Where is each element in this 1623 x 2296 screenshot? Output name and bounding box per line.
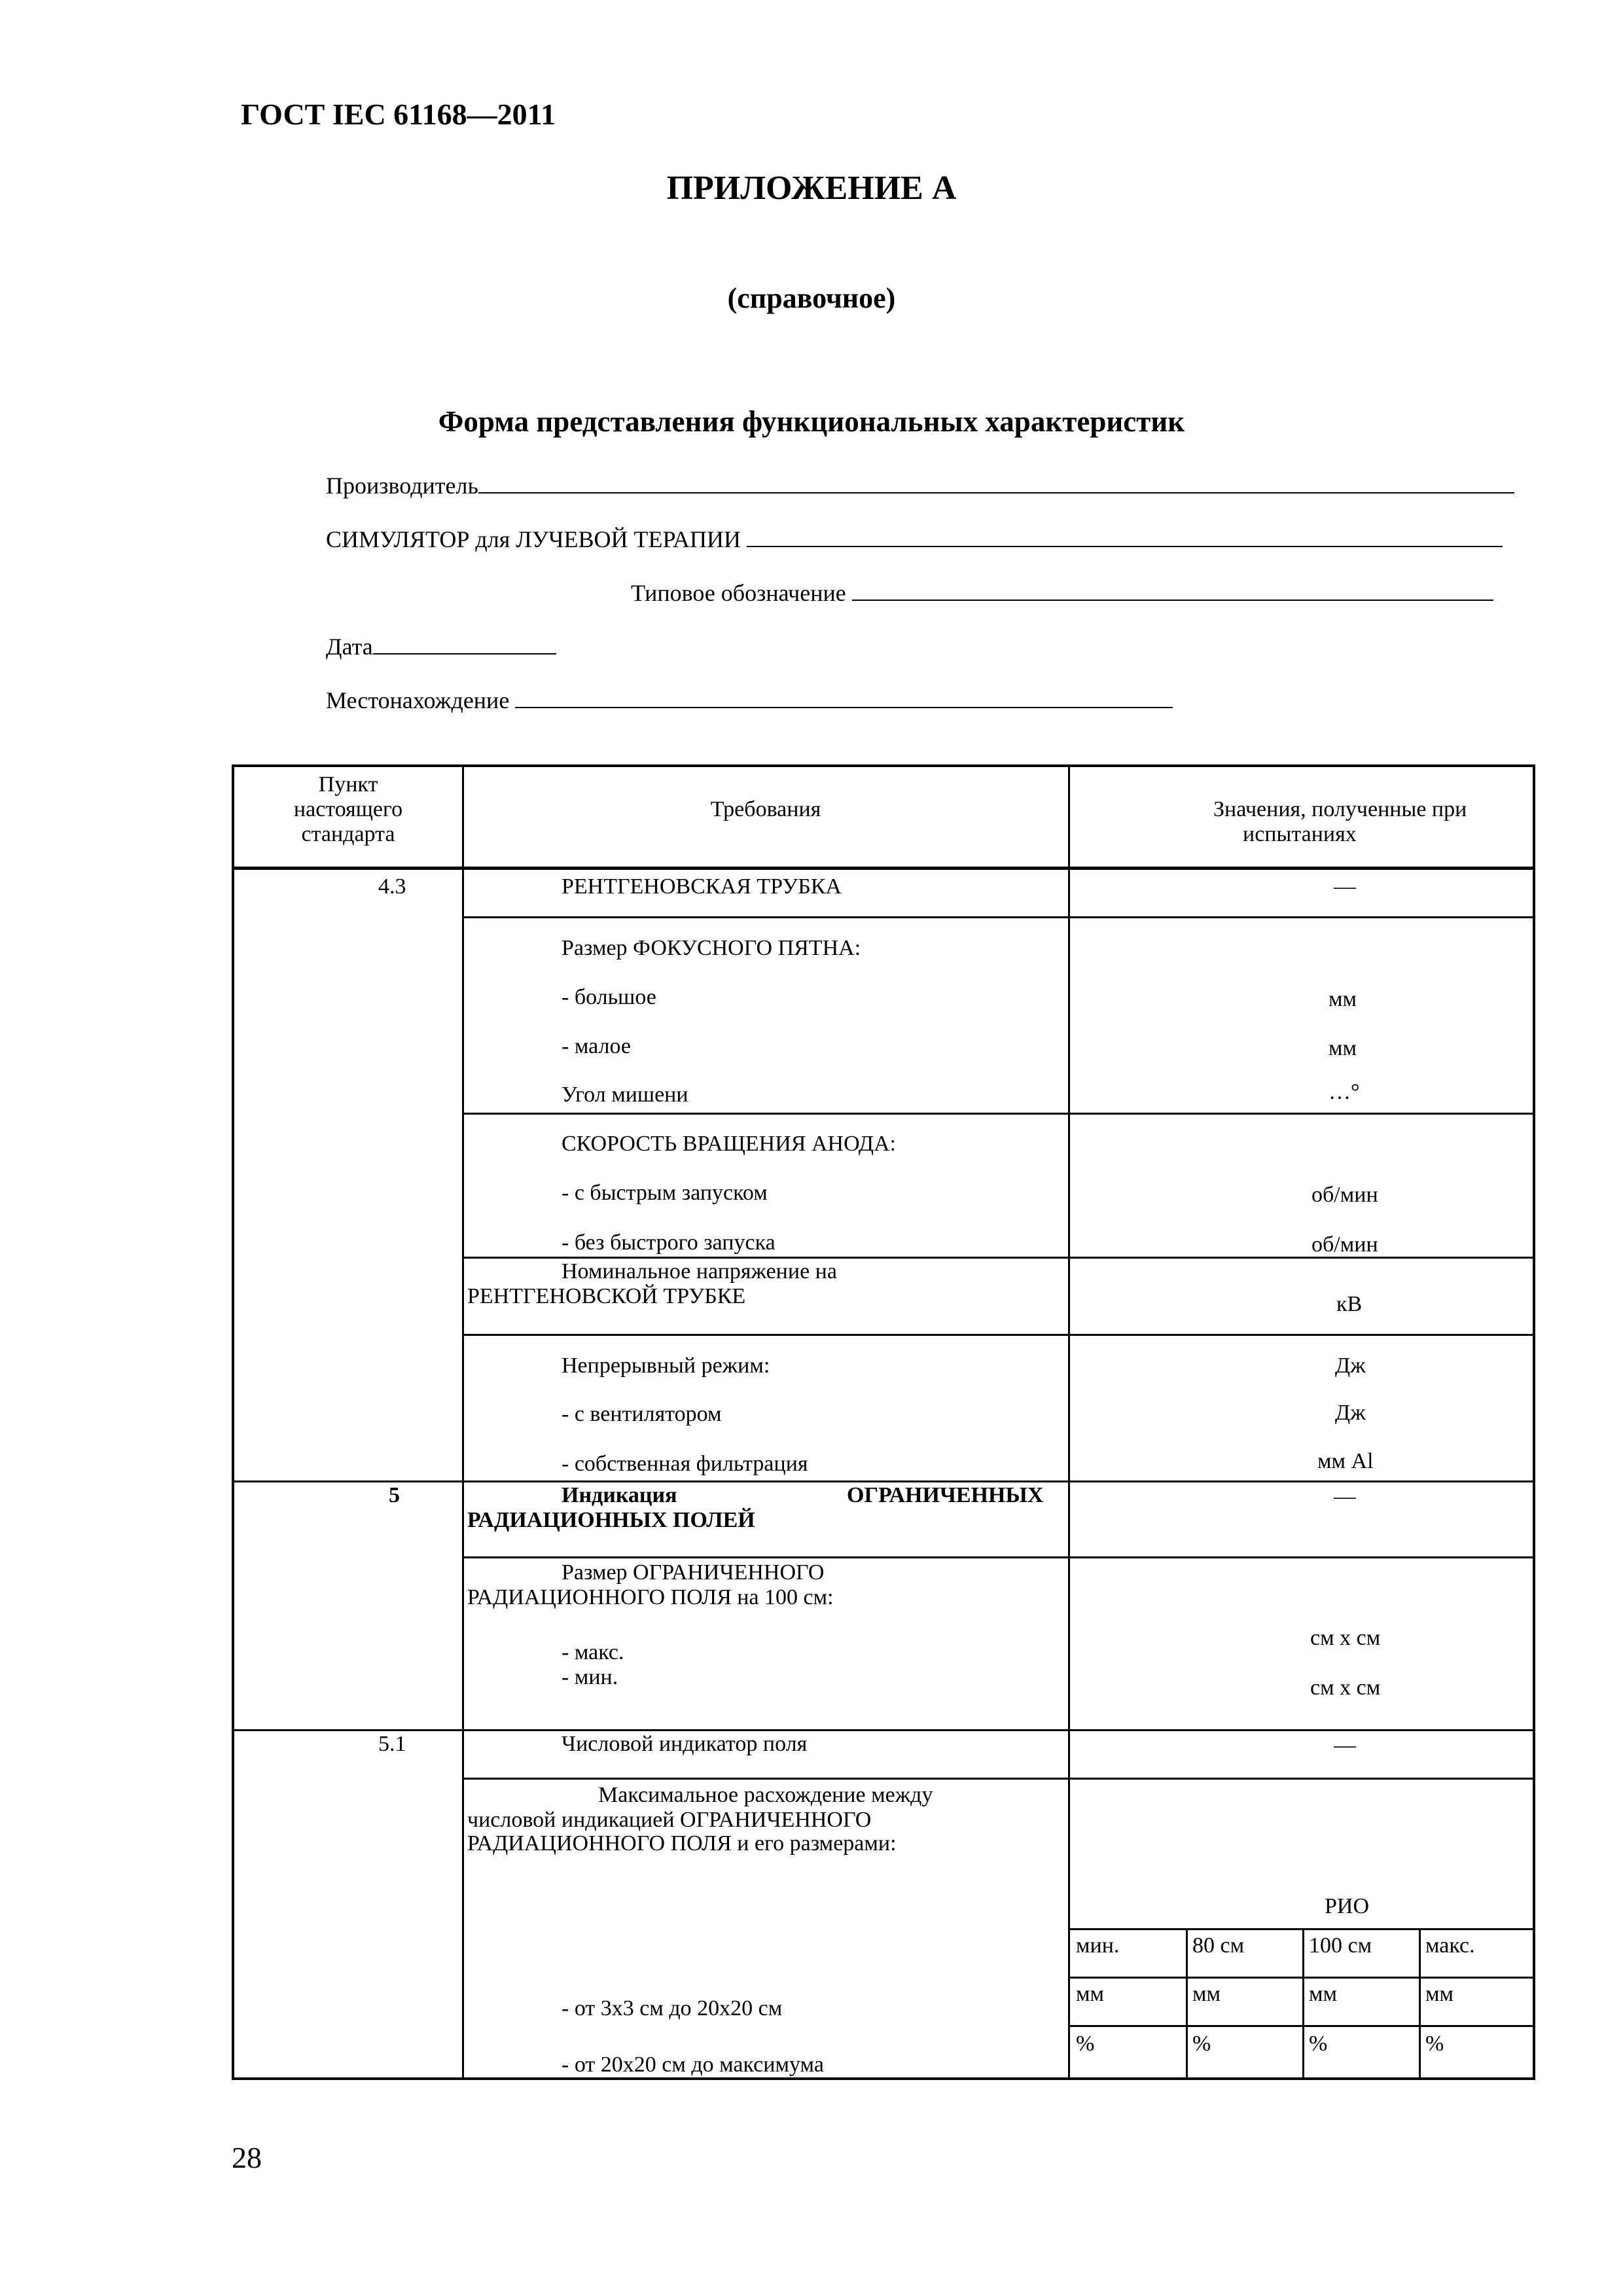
req-no-fast-start: - без быстрого запуска <box>562 1230 776 1255</box>
req-indication-b: ОГРАНИЧЕННЫХ <box>847 1483 1044 1507</box>
col-80cm: 80 см <box>1192 1933 1245 1958</box>
header-values: Значения, полученные при испытаниях <box>1213 797 1467 846</box>
req-inherent-filtration: - собственная фильтрация <box>562 1452 808 1476</box>
unit-no-fast-start: об/мин <box>1311 1232 1378 1257</box>
req-focal-big: - большое <box>562 985 656 1009</box>
req-with-fan: - с вентилятором <box>562 1402 722 1426</box>
req-range-small: - от 3х3 см до 20х20 см <box>562 1996 783 2020</box>
req-max-discrepancy-2: числовой индикацией ОГРАНИЧЕННОГО <box>467 1808 872 1832</box>
manufacturer-field <box>326 466 1514 500</box>
req-range-large: - от 20х20 см до максимума <box>562 2053 824 2077</box>
col-100cm: 100 см <box>1309 1933 1372 1958</box>
unit-mm: мм <box>1192 1982 1221 2006</box>
col-divider-1 <box>462 767 464 2079</box>
rio-label: РИО <box>1325 1894 1370 1918</box>
standard-designation: ГОСТ IEC 61168—2011 <box>241 98 556 131</box>
type-designation-field <box>631 573 1493 607</box>
form-title: Форма представления функциональных характеристик <box>438 405 1185 438</box>
unit-target-angle: …° <box>1329 1080 1360 1104</box>
header-clause: Пункт настоящего стандарта <box>293 772 403 846</box>
req-max-discrepancy-3: РАДИАЦИОННОГО ПОЛЯ и его размерами: <box>467 1831 897 1856</box>
req-nominal-voltage-2: РЕНТГЕНОВСКОЙ ТРУБКЕ <box>467 1284 746 1308</box>
row-rule <box>234 1729 1534 1731</box>
req-numeric-indicator: Числовой индикатор поля <box>562 1732 808 1756</box>
unit-mm: мм <box>1076 1982 1105 2006</box>
date-field <box>326 627 556 661</box>
unit-field-min: см х см <box>1310 1676 1381 1700</box>
location-label: Местонахождение <box>326 687 510 713</box>
location-field <box>326 681 1173 715</box>
unit-continuous: Дж <box>1335 1354 1366 1378</box>
req-fast-start: - с быстрым запуском <box>562 1181 768 1205</box>
type-designation-blank[interactable] <box>852 573 1493 601</box>
req-indication-c: РАДИАЦИОННЫХ ПОЛЕЙ <box>467 1508 755 1532</box>
req-target-angle: Угол мишени <box>562 1083 688 1107</box>
row-rule <box>463 916 1534 918</box>
unit-percent: % <box>1309 2032 1328 2056</box>
clause-4-3: 4.3 <box>378 874 406 899</box>
col-max: макс. <box>1425 1933 1475 1958</box>
location-blank[interactable] <box>515 681 1173 708</box>
header-requirements: Требования <box>710 797 821 821</box>
req-nominal-voltage: Номинальное напряжение на <box>562 1259 837 1283</box>
subgrid-rule <box>1069 1977 1534 1979</box>
subgrid-rule <box>1069 1928 1534 1930</box>
row-rule <box>234 1480 1534 1482</box>
unit-percent: % <box>1076 2032 1095 2056</box>
type-designation-label: Типовое обозначение <box>631 580 846 606</box>
simulator-label: СИМУЛЯТОР для ЛУЧЕВОЙ ТЕРАПИИ <box>326 526 741 552</box>
unit-mm: мм <box>1309 1982 1338 2006</box>
req-field-max: - макс. <box>562 1640 624 1664</box>
val-indication: — <box>1334 1484 1356 1509</box>
unit-kv: кВ <box>1336 1292 1363 1316</box>
unit-field-max: см х см <box>1310 1626 1381 1650</box>
req-field-size: Размер ОГРАНИЧЕННОГО <box>562 1560 825 1585</box>
req-max-discrepancy: Максимальное расхождение между <box>598 1783 933 1807</box>
unit-inherent-filtration: мм Al <box>1317 1449 1374 1473</box>
unit-mm: мм <box>1425 1982 1454 2006</box>
row-rule <box>463 1257 1534 1259</box>
unit-fast-start: об/мин <box>1311 1183 1378 1207</box>
subgrid-divider <box>1186 1928 1188 2079</box>
simulator-field <box>326 520 1503 554</box>
col-min: мин. <box>1076 1933 1120 1958</box>
clause-5-1: 5.1 <box>378 1732 406 1756</box>
subgrid-divider <box>1302 1928 1304 2079</box>
req-field-size-2: РАДИАЦИОННОГО ПОЛЯ на 100 см: <box>467 1585 834 1609</box>
page-number: 28 <box>232 2141 262 2174</box>
unit-with-fan: Дж <box>1335 1401 1366 1425</box>
date-label: Дата <box>326 634 373 660</box>
unit-percent: % <box>1425 2032 1444 2056</box>
appendix-kind: (справочное) <box>727 282 896 314</box>
row-rule <box>463 1556 1534 1558</box>
manufacturer-label: Производитель <box>326 473 478 499</box>
unit-focal-small: мм <box>1329 1036 1357 1060</box>
characteristics-table <box>232 764 1535 2080</box>
req-xray-tube: РЕНТГЕНОВСКАЯ ТРУБКА <box>562 874 842 899</box>
header-rule <box>234 867 1534 870</box>
val-xray-tube: — <box>1334 874 1356 899</box>
req-continuous-mode: Непрерывный режим: <box>562 1354 770 1378</box>
row-rule <box>463 1778 1534 1780</box>
simulator-blank[interactable] <box>747 520 1503 547</box>
unit-percent: % <box>1192 2032 1211 2056</box>
appendix-title: ПРИЛОЖЕНИЕ А <box>666 170 957 207</box>
subgrid-rule <box>1069 2025 1534 2027</box>
manufacturer-blank[interactable] <box>478 466 1514 493</box>
req-focal-small: - малое <box>562 1034 631 1058</box>
row-rule <box>463 1113 1534 1115</box>
col-divider-2 <box>1068 767 1070 2079</box>
date-blank[interactable] <box>373 627 556 655</box>
unit-focal-big: мм <box>1329 987 1357 1011</box>
clause-5: 5 <box>389 1483 400 1507</box>
subgrid-divider <box>1419 1928 1421 2079</box>
req-field-min: - мин. <box>562 1665 618 1689</box>
req-indication-a: Индикация <box>562 1483 677 1507</box>
row-rule <box>463 1334 1534 1336</box>
req-anode-speed: СКОРОСТЬ ВРАЩЕНИЯ АНОДА: <box>562 1132 897 1156</box>
val-numeric-indicator: — <box>1334 1733 1356 1757</box>
req-focal-spot: Размер ФОКУСНОГО ПЯТНА: <box>562 936 861 960</box>
